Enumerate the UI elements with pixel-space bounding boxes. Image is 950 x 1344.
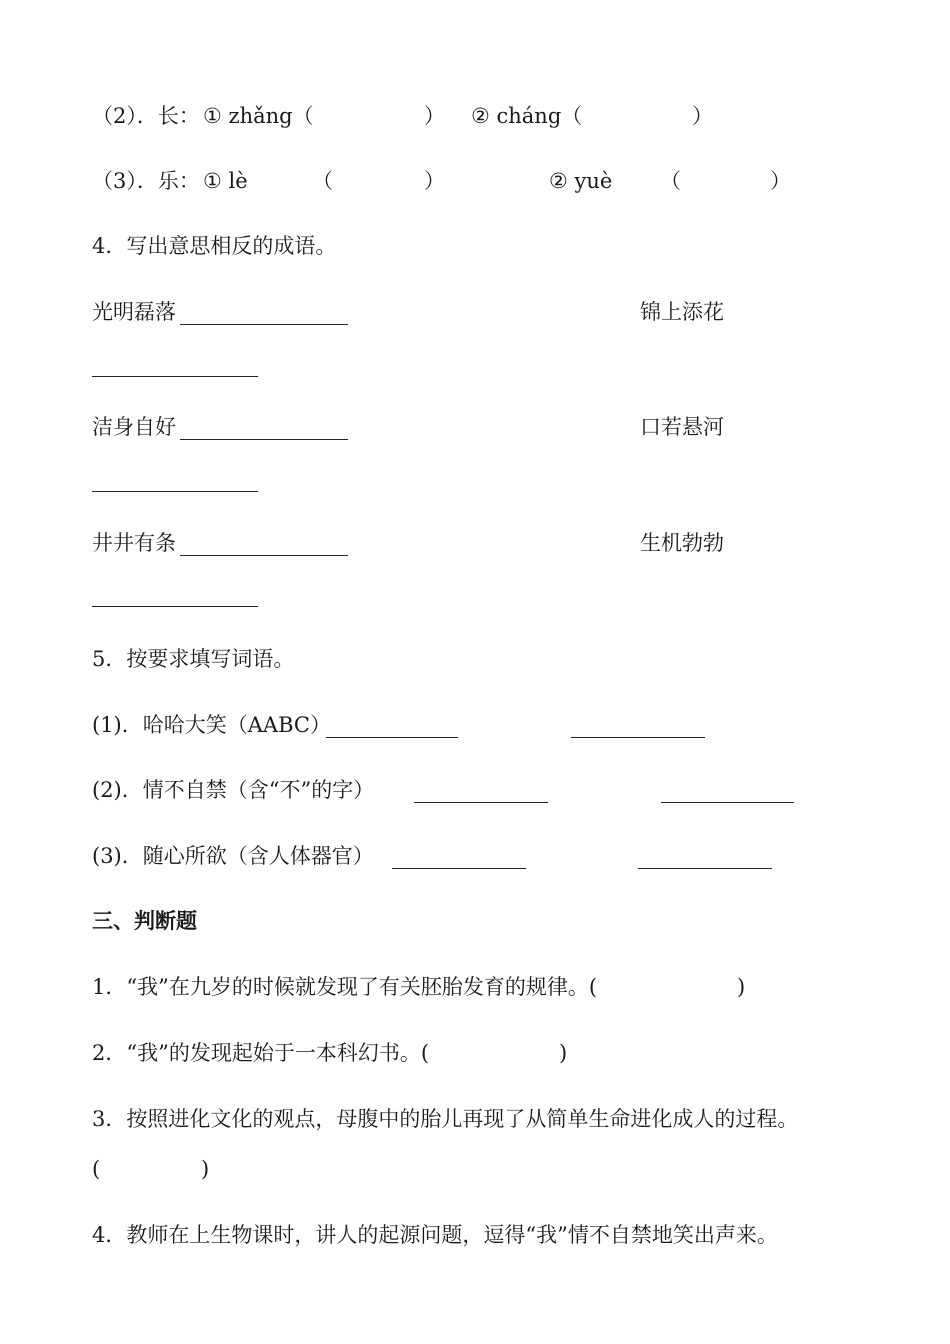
question-5-title: 5．按要求填写词语。	[92, 647, 295, 671]
q5-item-2-blank-2[interactable]	[661, 782, 794, 803]
q5-item-1-blank-2[interactable]	[571, 717, 705, 738]
q5-item-1-label: (1)．哈哈大笑（AABC）	[92, 713, 331, 737]
question-4-title: 4．写出意思相反的成语。	[92, 234, 337, 258]
q5-item-2-label: (2)．情不自禁（含“不”的字）	[92, 778, 375, 802]
polyphone-item-2-option-2-close: ）	[692, 104, 713, 128]
idiom-left-1: 光明磊落	[92, 300, 176, 324]
judgement-item-1-close: )	[737, 975, 746, 999]
polyphone-item-3-option-1: ① lè	[203, 169, 248, 193]
polyphone-item-3-option-1-paren: （	[312, 169, 333, 193]
answer-blank-left-3[interactable]	[180, 535, 348, 556]
polyphone-item-3-option-2: ② yuè	[549, 169, 613, 193]
polyphone-item-3-label: （3）．乐：	[92, 169, 200, 193]
answer-blank-left-1[interactable]	[180, 304, 348, 325]
polyphone-item-2-option-1-close: ）	[424, 104, 445, 128]
q5-item-3-label: (3)．随心所欲（含人体器官）	[92, 844, 374, 868]
judgement-item-4: 4．教师在上生物课时，讲人的起源问题，逗得“我”情不自禁地笑出声来。	[92, 1223, 778, 1247]
idiom-left-2: 洁身自好	[92, 415, 176, 439]
q5-item-1-blank-1[interactable]	[326, 717, 458, 738]
idiom-right-2: 口若悬河	[640, 415, 724, 439]
idiom-right-1: 锦上添花	[640, 300, 724, 324]
answer-blank-left-2[interactable]	[180, 419, 348, 440]
polyphone-item-3-option-2-paren: （	[660, 169, 681, 193]
answer-blank-right-2[interactable]	[92, 471, 258, 492]
judgement-item-3-open: (	[92, 1157, 101, 1181]
q5-item-3-blank-1[interactable]	[392, 848, 526, 869]
judgement-item-3-close: )	[201, 1157, 210, 1181]
judgement-item-2-close: )	[559, 1041, 568, 1065]
answer-blank-right-1[interactable]	[92, 356, 258, 377]
idiom-left-3: 井井有条	[92, 531, 176, 555]
judgement-item-3: 3．按照进化文化的观点，母腹中的胎儿再现了从简单生命进化成人的过程。	[92, 1107, 799, 1131]
polyphone-item-3-option-2-close: ）	[770, 169, 791, 193]
polyphone-item-2-option-2: ② cháng（	[471, 104, 583, 128]
polyphone-item-2-label: （2）．长：	[92, 104, 200, 128]
judgement-item-1: 1．“我”在九岁的时候就发现了有关胚胎发育的规律。(	[92, 975, 598, 999]
idiom-right-3: 生机勃勃	[640, 531, 724, 555]
judgement-item-2: 2．“我”的发现起始于一本科幻书。(	[92, 1041, 430, 1065]
q5-item-2-blank-1[interactable]	[414, 782, 548, 803]
polyphone-item-2-option-1: ① zhǎng（	[203, 104, 314, 128]
polyphone-item-3-option-1-close: ）	[424, 169, 445, 193]
section-3-title: 三、判断题	[92, 909, 197, 933]
answer-blank-right-3[interactable]	[92, 586, 258, 607]
q5-item-3-blank-2[interactable]	[638, 848, 772, 869]
